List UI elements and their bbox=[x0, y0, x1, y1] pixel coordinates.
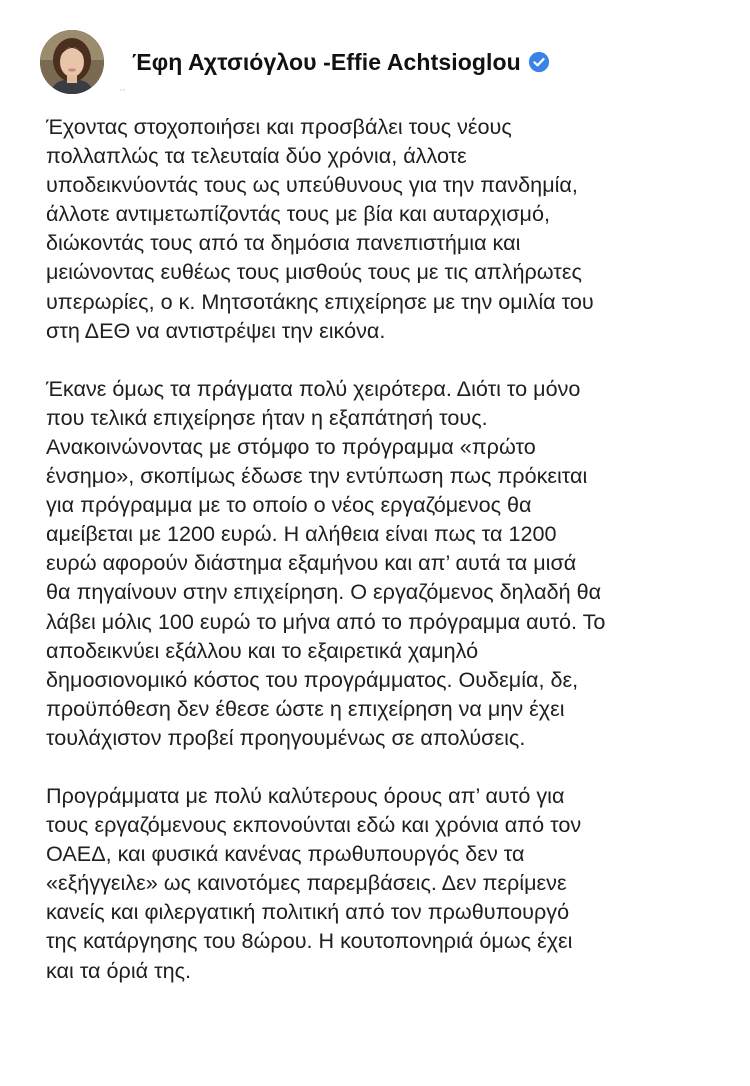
text-line: τους εργαζόμενους εκπονούνται εδώ και χρόνια από τον bbox=[46, 812, 582, 838]
text-line: «εξήγγειλε» ως καινοτόμες παρεμβάσεις. Δεν περίμενε bbox=[46, 870, 567, 896]
text-line: Ανακοινώνοντας με στόμφο το πρόγραμμα «πρώτο bbox=[46, 433, 536, 459]
text-line: πολλαπλώς τα τελευταία δύο χρόνια, άλλοτε bbox=[46, 143, 467, 169]
author-name[interactable] bbox=[132, 49, 550, 76]
text-line: μειώνοντας ευθέως τους μισθούς τους με τις απλήρωτες bbox=[46, 259, 582, 285]
post-header bbox=[40, 26, 550, 98]
text-line: ένσημο», σκοπίμως έδωσε την εντύπωση πως πρόκειται bbox=[46, 463, 588, 489]
text-line: Έχοντας στοχοποιήσει και προσβάλει τους νέους bbox=[46, 114, 512, 139]
text-line: λάβει μόλις 100 ευρώ το μήνα από το πρόγραμμα αυτό. Το bbox=[46, 608, 606, 634]
text-line: κανείς και φιλεργατική πολιτική από τον πρωθυπουργό bbox=[46, 899, 570, 925]
text-line: δημοσιονομικό κόστος του προγράμματος. Ουδεμία, δε, bbox=[46, 666, 579, 692]
timestamp-separator-icon bbox=[120, 88, 126, 92]
text-line: υπερωρίες, ο κ. Μητσοτάκης επιχείρησε με την ομιλία του bbox=[46, 288, 594, 314]
text-line: αμείβεται με 1200 ευρώ. Η αλήθεια είναι πως τα 1200 bbox=[46, 521, 557, 547]
verified-badge-icon bbox=[528, 51, 550, 73]
text-line: τουλάχιστον προβεί προηγουμένως σε απολύσεις. bbox=[46, 724, 526, 750]
text-line: προϋπόθεση δεν έθεσε ώστε η επιχείρηση να μην έχει bbox=[46, 695, 565, 721]
text-line: που τελικά επιχείρησε ήταν η εξαπάτησή τους. bbox=[46, 404, 488, 430]
post-body bbox=[46, 112, 706, 1014]
text-line: Προγράμματα με πολύ καλύτερους όρους απ’ αυτό για bbox=[46, 782, 565, 808]
post-paragraph-3 bbox=[46, 781, 706, 985]
text-line: ΟΑΕΔ, και φυσικά κανένας πρωθυπουργός δεν τα bbox=[46, 841, 525, 867]
text-line: διώκοντάς τους από τα δημόσια πανεπιστήμια και bbox=[46, 230, 521, 256]
text-line: στη ΔΕΘ να αντιστρέψει την εικόνα. bbox=[46, 317, 386, 343]
text-line: άλλοτε αντιμετωπίζοντάς τους με βία και αυταρχισμό, bbox=[46, 201, 550, 227]
text-line: και τα όριά της. bbox=[46, 957, 192, 983]
author-avatar[interactable] bbox=[40, 30, 104, 94]
text-line: υποδεικνύοντάς τους ως υπεύθυνους για την πανδημία, bbox=[46, 172, 578, 198]
text-line: ευρώ αφορούν διάστημα εξαμήνου και απ’ αυτά τα μισά bbox=[46, 550, 577, 576]
avatar-photo-icon bbox=[40, 30, 104, 94]
post-paragraph-2 bbox=[46, 374, 706, 752]
text-line: Έκανε όμως τα πράγματα πολύ χειρότερα. Διότι το μόνο bbox=[46, 375, 581, 401]
text-line: για πρόγραμμα με το οποίο ο νέος εργαζόμενος θα bbox=[46, 492, 532, 518]
text-line: θα πηγαίνουν στην επιχείρηση. Ο εργαζόμενος δηλαδή θα bbox=[46, 579, 602, 605]
text-line: της κατάργησης του 8ώρου. Η κουτοπονηριά όμως έχει bbox=[46, 928, 573, 954]
author-name-text[interactable]: Έφη Αχτσιόγλου -Effie Achtsioglou bbox=[132, 48, 521, 75]
post-paragraph-1 bbox=[46, 112, 706, 345]
text-line: αποδεικνύει εξάλλου και το εξαιρετικά χαμηλό bbox=[46, 637, 479, 663]
